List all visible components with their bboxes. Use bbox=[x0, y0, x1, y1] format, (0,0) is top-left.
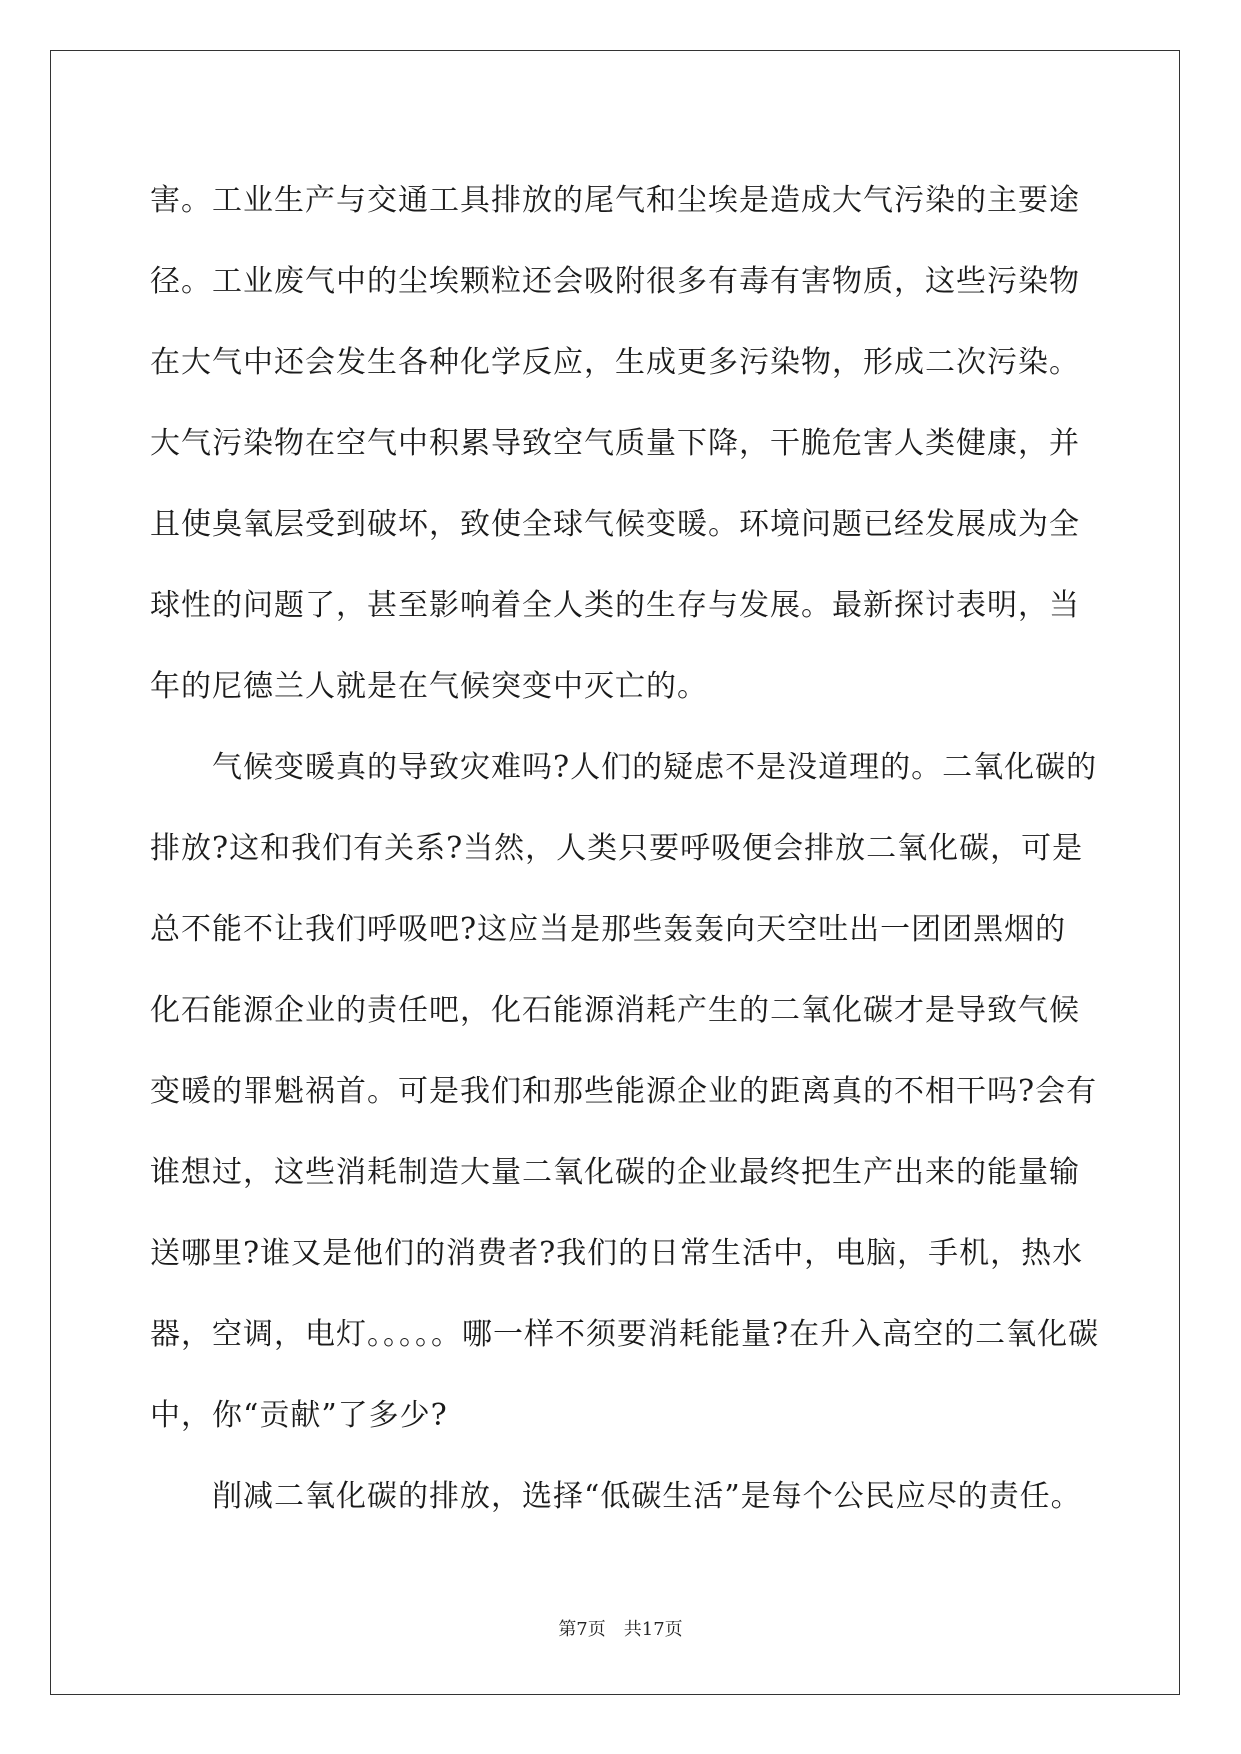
paragraph-1 bbox=[150, 160, 1090, 727]
text-line: 径。工业废气中的尘埃颗粒还会吸附很多有毒有害物质，这些污染物 bbox=[150, 264, 1080, 299]
text-line: 且使臭氧层受到破坏，致使全球气候变暖。环境问题已经发展成为全 bbox=[150, 507, 1080, 542]
text-line: 害。工业生产与交通工具排放的尾气和尘埃是造成大气污染的主要途 bbox=[150, 183, 1080, 218]
text-line: 化石能源企业的责任吧，化石能源消耗产生的二氧化碳才是导致气候 bbox=[150, 993, 1080, 1028]
text-line: 中，你“贡献”了多少? bbox=[150, 1398, 448, 1433]
text-line: 在大气中还会发生各种化学反应，生成更多污染物，形成二次污染。 bbox=[150, 345, 1080, 380]
document-body bbox=[150, 160, 1100, 1537]
text-line: 大气污染物在空气中积累导致空气质量下降，干脆危害人类健康，并 bbox=[150, 426, 1080, 461]
text-line: 气候变暖真的导致灾难吗?人们的疑虑不是没道理的。二氧化碳的 bbox=[212, 750, 1098, 785]
text-line: 年的尼德兰人就是在气候突变中灭亡的。 bbox=[150, 669, 708, 704]
paragraph-3 bbox=[150, 1456, 1090, 1537]
text-line: 总不能不让我们呼吸吧?这应当是那些轰轰向天空吐出一团团黑烟的 bbox=[150, 912, 1067, 947]
text-line: 球性的问题了，甚至影响着全人类的生存与发展。最新探讨表明，当 bbox=[150, 588, 1080, 623]
text-line: 送哪里?谁又是他们的消费者?我们的日常生活中，电脑，手机，热水 bbox=[150, 1236, 1084, 1271]
page-number: 第7页 共17页 bbox=[558, 1619, 683, 1640]
text-line: 排放?这和我们有关系?当然，人类只要呼吸便会排放二氧化碳，可是 bbox=[150, 831, 1084, 866]
text-line: 谁想过，这些消耗制造大量二氧化碳的企业最终把生产出来的能量输 bbox=[150, 1155, 1080, 1190]
text-line: 器，空调，电灯。。。。。哪一样不须要消耗能量?在升入高空的二氧化碳 bbox=[150, 1317, 1100, 1352]
text-line: 变暖的罪魁祸首。可是我们和那些能源企业的距离真的不相干吗?会有 bbox=[150, 1074, 1098, 1109]
paragraph-2 bbox=[150, 727, 1100, 1456]
text-line: 削减二氧化碳的排放，选择“低碳生活”是每个公民应尽的责任。 bbox=[212, 1479, 1082, 1514]
